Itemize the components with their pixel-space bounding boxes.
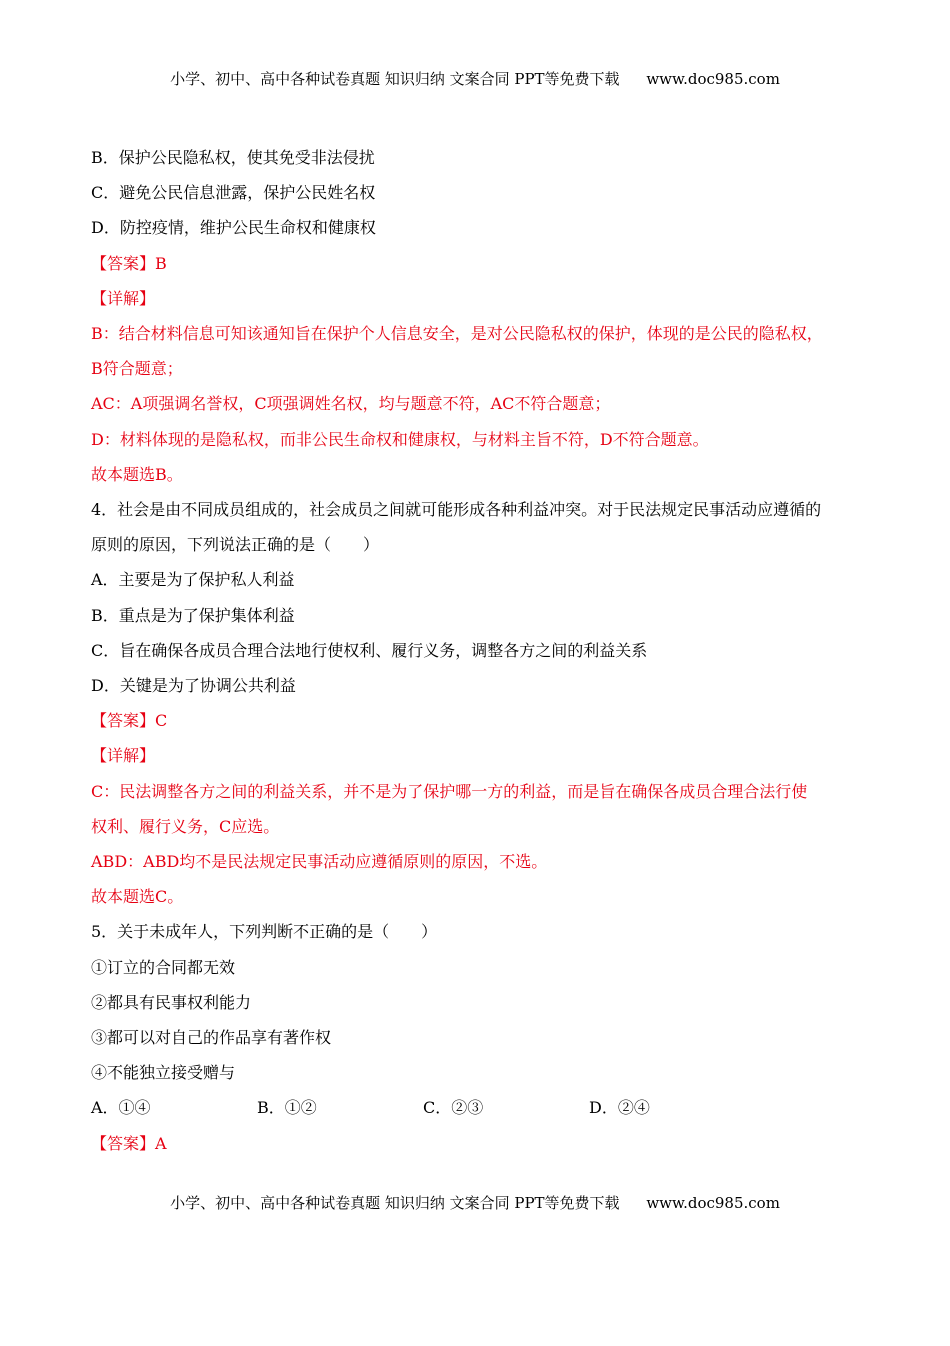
q4-answer: 【答案】C bbox=[91, 711, 168, 731]
header-text: 小学、初中、高中各种试卷真题 知识归纳 文案合同 PPT等免费下载 bbox=[170, 70, 620, 88]
q4-detail-line-1a: C：民法调整各方之间的利益关系，并不是为了保护哪一方的利益，而是旨在确保各成员合理合法行使 bbox=[91, 781, 808, 801]
q3-conclusion: 故本题选B。 bbox=[91, 464, 183, 484]
q5-option-b: B．①② bbox=[257, 1098, 317, 1118]
page-header bbox=[0, 68, 950, 89]
q5-option-c: C．②③ bbox=[423, 1098, 484, 1118]
q3-detail-line-3: D：材料体现的是隐私权，而非公民生命权和健康权，与材料主旨不符，D不符合题意。 bbox=[91, 429, 709, 449]
document-body bbox=[91, 140, 871, 1161]
q5-answer: 【答案】A bbox=[91, 1133, 167, 1153]
q4-option-d: D．关键是为了协调公共利益 bbox=[91, 676, 296, 696]
q3-detail-label: 【详解】 bbox=[91, 288, 156, 308]
q5-option-a: A．①④ bbox=[91, 1098, 151, 1118]
q5-stem: 5．关于未成年人，下列判断不正确的是（ ） bbox=[91, 922, 438, 942]
q5-item-4: ④不能独立接受赠与 bbox=[91, 1063, 236, 1083]
q3-answer: 【答案】B bbox=[91, 253, 167, 273]
q4-conclusion: 故本题选C。 bbox=[91, 887, 184, 907]
q4-detail-line-1b: 权利、履行义务，C应选。 bbox=[91, 816, 280, 836]
q4-stem-a: 4．社会是由不同成员组成的，社会成员之间就可能形成各种利益冲突。对于民法规定民事活动应遵循的 bbox=[91, 500, 822, 520]
q3-option-b: B．保护公民隐私权，使其免受非法侵扰 bbox=[91, 148, 375, 167]
q3-detail-line-1b: B符合题意； bbox=[91, 359, 183, 379]
q5-option-d: D．②④ bbox=[589, 1098, 650, 1118]
q3-detail-line-1a: B：结合材料信息可知该通知旨在保护个人信息安全，是对公民隐私权的保护，体现的是公民的隐私权， bbox=[91, 324, 823, 344]
q3-option-d: D．防控疫情，维护公民生命权和健康权 bbox=[91, 218, 376, 238]
q5-options bbox=[91, 1090, 871, 1125]
q4-detail-label: 【详解】 bbox=[91, 746, 156, 766]
q4-option-a: A．主要是为了保护私人利益 bbox=[91, 570, 295, 590]
footer-text: 小学、初中、高中各种试卷真题 知识归纳 文案合同 PPT等免费下载 bbox=[170, 1194, 620, 1212]
footer-site: www.doc985.com bbox=[646, 1194, 780, 1212]
header-site: www.doc985.com bbox=[646, 70, 780, 88]
q5-item-3: ③都可以对自己的作品享有著作权 bbox=[91, 1028, 332, 1048]
q4-option-c: C．旨在确保各成员合理合法地行使权利、履行义务，调整各方之间的利益关系 bbox=[91, 640, 648, 660]
page-footer bbox=[0, 1192, 950, 1213]
q5-item-1: ①订立的合同都无效 bbox=[91, 957, 236, 977]
q3-detail-line-2: AC：A项强调名誉权，C项强调姓名权，均与题意不符，AC不符合题意； bbox=[91, 394, 611, 414]
q4-option-b: B．重点是为了保护集体利益 bbox=[91, 605, 295, 625]
q4-detail-line-2: ABD：ABD均不是民法规定民事活动应遵循原则的原因，不选。 bbox=[91, 852, 548, 872]
q4-stem-b: 原则的原因，下列说法正确的是（ ） bbox=[91, 535, 380, 555]
q3-option-c: C．避免公民信息泄露，保护公民姓名权 bbox=[91, 183, 376, 203]
q5-item-2: ②都具有民事权利能力 bbox=[91, 992, 252, 1012]
